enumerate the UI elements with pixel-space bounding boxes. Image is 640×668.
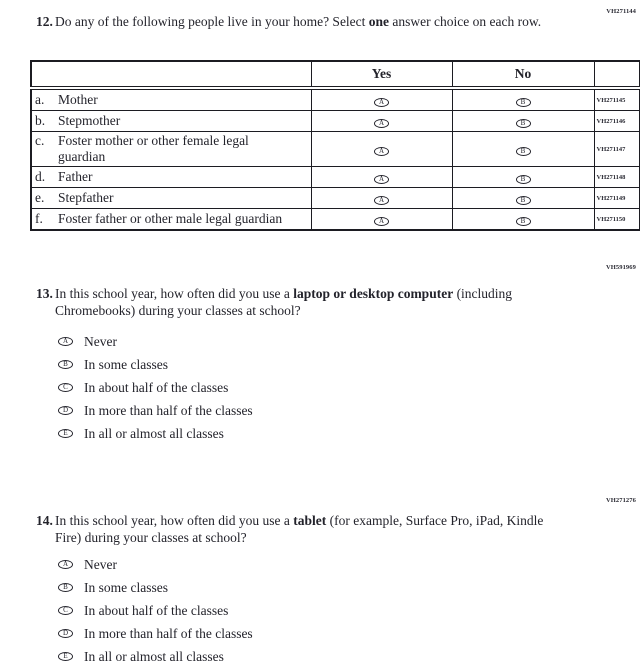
no-answer-oval[interactable]: B bbox=[516, 98, 531, 107]
question-12-number: 12. bbox=[36, 14, 53, 29]
question-13-text-post: (including Chromebooks) during your classes at school? bbox=[55, 286, 513, 318]
row-label-cell bbox=[31, 209, 311, 231]
answer-oval-b[interactable]: B bbox=[58, 360, 73, 369]
answer-oval-e[interactable]: E bbox=[58, 652, 73, 661]
no-answer-oval[interactable]: B bbox=[516, 147, 531, 156]
q12-answer-table bbox=[30, 60, 640, 231]
question-14 bbox=[36, 513, 571, 546]
row-label: Stepfather bbox=[58, 190, 114, 205]
yes-answer-oval[interactable]: A bbox=[374, 196, 389, 205]
q14-option-some-classes[interactable] bbox=[58, 576, 253, 599]
row-label-cell bbox=[31, 111, 311, 132]
question-13 bbox=[36, 286, 581, 319]
q13-options bbox=[58, 330, 253, 445]
yes-answer-oval[interactable]: A bbox=[374, 147, 389, 156]
row-letter: c. bbox=[35, 133, 45, 148]
table-row bbox=[31, 209, 640, 231]
no-cell bbox=[452, 188, 594, 209]
yes-cell bbox=[311, 132, 452, 167]
question-12-text-post: answer choice on each row. bbox=[389, 14, 542, 29]
answer-oval-c[interactable]: C bbox=[58, 383, 73, 392]
q13-option-never[interactable] bbox=[58, 330, 253, 353]
yes-cell bbox=[311, 209, 452, 231]
question-14-text-post: (for example, Surface Pro, iPad, Kindle Fire) during your classes at school? bbox=[55, 513, 544, 545]
row-letter: f. bbox=[35, 211, 43, 226]
row-item-code: VH271146 bbox=[594, 111, 640, 132]
q12-item-code: VH271144 bbox=[606, 8, 636, 15]
row-label: Mother bbox=[58, 92, 98, 107]
question-12-text bbox=[55, 14, 565, 31]
answer-oval-c[interactable]: C bbox=[58, 606, 73, 615]
table-header-row bbox=[31, 61, 640, 88]
row-letter: a. bbox=[35, 92, 45, 107]
row-label: Father bbox=[58, 169, 93, 184]
yes-cell bbox=[311, 167, 452, 188]
answer-oval-e[interactable]: E bbox=[58, 429, 73, 438]
table-row bbox=[31, 167, 640, 188]
q13-option-all-classes[interactable] bbox=[58, 422, 253, 445]
no-cell bbox=[452, 209, 594, 231]
q13-option-more-than-half[interactable] bbox=[58, 399, 253, 422]
table-row bbox=[31, 132, 640, 167]
q13-option-some-classes[interactable] bbox=[58, 353, 253, 376]
row-label: Foster father or other male legal guardian bbox=[58, 211, 283, 226]
question-13-number: 13. bbox=[36, 286, 53, 301]
option-label: In some classes bbox=[84, 579, 168, 595]
question-14-number: 14. bbox=[36, 513, 53, 528]
yes-answer-oval[interactable]: A bbox=[374, 217, 389, 226]
row-letter: d. bbox=[35, 169, 46, 184]
option-label: In more than half of the classes bbox=[84, 402, 253, 418]
yes-cell bbox=[311, 188, 452, 209]
no-answer-oval[interactable]: B bbox=[516, 175, 531, 184]
q14-options bbox=[58, 553, 253, 668]
q13-item-code: VH591969 bbox=[605, 264, 636, 271]
question-13-text bbox=[55, 286, 567, 319]
no-cell bbox=[452, 167, 594, 188]
row-item-code: VH271149 bbox=[594, 188, 640, 209]
option-label: Never bbox=[84, 333, 117, 349]
yes-answer-oval[interactable]: A bbox=[374, 98, 389, 107]
answer-oval-a[interactable]: A bbox=[58, 337, 73, 346]
q14-option-about-half[interactable] bbox=[58, 599, 253, 622]
option-label: Never bbox=[84, 556, 117, 572]
row-letter: b. bbox=[35, 113, 46, 128]
q14-item-code: VH271276 bbox=[605, 497, 636, 504]
question-14-text bbox=[55, 513, 555, 546]
row-item-code: VH271148 bbox=[594, 167, 640, 188]
answer-oval-b[interactable]: B bbox=[58, 583, 73, 592]
option-label: In more than half of the classes bbox=[84, 625, 253, 641]
row-label: Foster mother or other female legal guardian bbox=[58, 133, 249, 164]
q13-option-about-half[interactable] bbox=[58, 376, 253, 399]
yes-answer-oval[interactable]: A bbox=[374, 119, 389, 128]
answer-oval-d[interactable]: D bbox=[58, 406, 73, 415]
yes-answer-oval[interactable]: A bbox=[374, 175, 389, 184]
answer-oval-a[interactable]: A bbox=[58, 560, 73, 569]
no-answer-oval[interactable]: B bbox=[516, 196, 531, 205]
question-14-text-bold: tablet bbox=[293, 513, 327, 528]
option-label: In some classes bbox=[84, 356, 168, 372]
no-answer-oval[interactable]: B bbox=[516, 217, 531, 226]
yes-cell bbox=[311, 88, 452, 111]
no-cell bbox=[452, 88, 594, 111]
row-item-code: VH271150 bbox=[594, 209, 640, 231]
row-item-code: VH271147 bbox=[594, 132, 640, 167]
table-header-no: No bbox=[452, 61, 594, 88]
option-label: In about half of the classes bbox=[84, 379, 229, 395]
option-label: In all or almost all classes bbox=[84, 648, 224, 664]
yes-cell bbox=[311, 111, 452, 132]
table-header-blank bbox=[31, 61, 311, 88]
q14-option-all-classes[interactable] bbox=[58, 645, 253, 668]
question-13-text-bold: laptop or desktop computer bbox=[293, 286, 454, 301]
table-row bbox=[31, 111, 640, 132]
question-13-text-pre: In this school year, how often did you use a bbox=[55, 286, 294, 301]
no-answer-oval[interactable]: B bbox=[516, 119, 531, 128]
question-14-text-pre: In this school year, how often did you use a bbox=[55, 513, 294, 528]
answer-oval-d[interactable]: D bbox=[58, 629, 73, 638]
question-12-text-pre: Do any of the following people live in your home? Select bbox=[55, 14, 369, 29]
table-row bbox=[31, 88, 640, 111]
no-cell bbox=[452, 132, 594, 167]
table-row bbox=[31, 188, 640, 209]
row-label: Stepmother bbox=[58, 113, 121, 128]
row-label-cell bbox=[31, 132, 311, 167]
row-letter: e. bbox=[35, 190, 45, 205]
q14-option-never[interactable] bbox=[58, 553, 253, 576]
no-cell bbox=[452, 111, 594, 132]
row-label-cell bbox=[31, 88, 311, 111]
option-label: In about half of the classes bbox=[84, 602, 229, 618]
row-item-code: VH271145 bbox=[594, 88, 640, 111]
question-12-text-bold: one bbox=[368, 14, 390, 29]
option-label: In all or almost all classes bbox=[84, 425, 224, 441]
table-header-yes: Yes bbox=[311, 61, 452, 88]
table-header-code-blank bbox=[594, 61, 640, 88]
row-label-cell bbox=[31, 167, 311, 188]
question-12 bbox=[36, 14, 571, 31]
row-label-cell bbox=[31, 188, 311, 209]
q14-option-more-than-half[interactable] bbox=[58, 622, 253, 645]
